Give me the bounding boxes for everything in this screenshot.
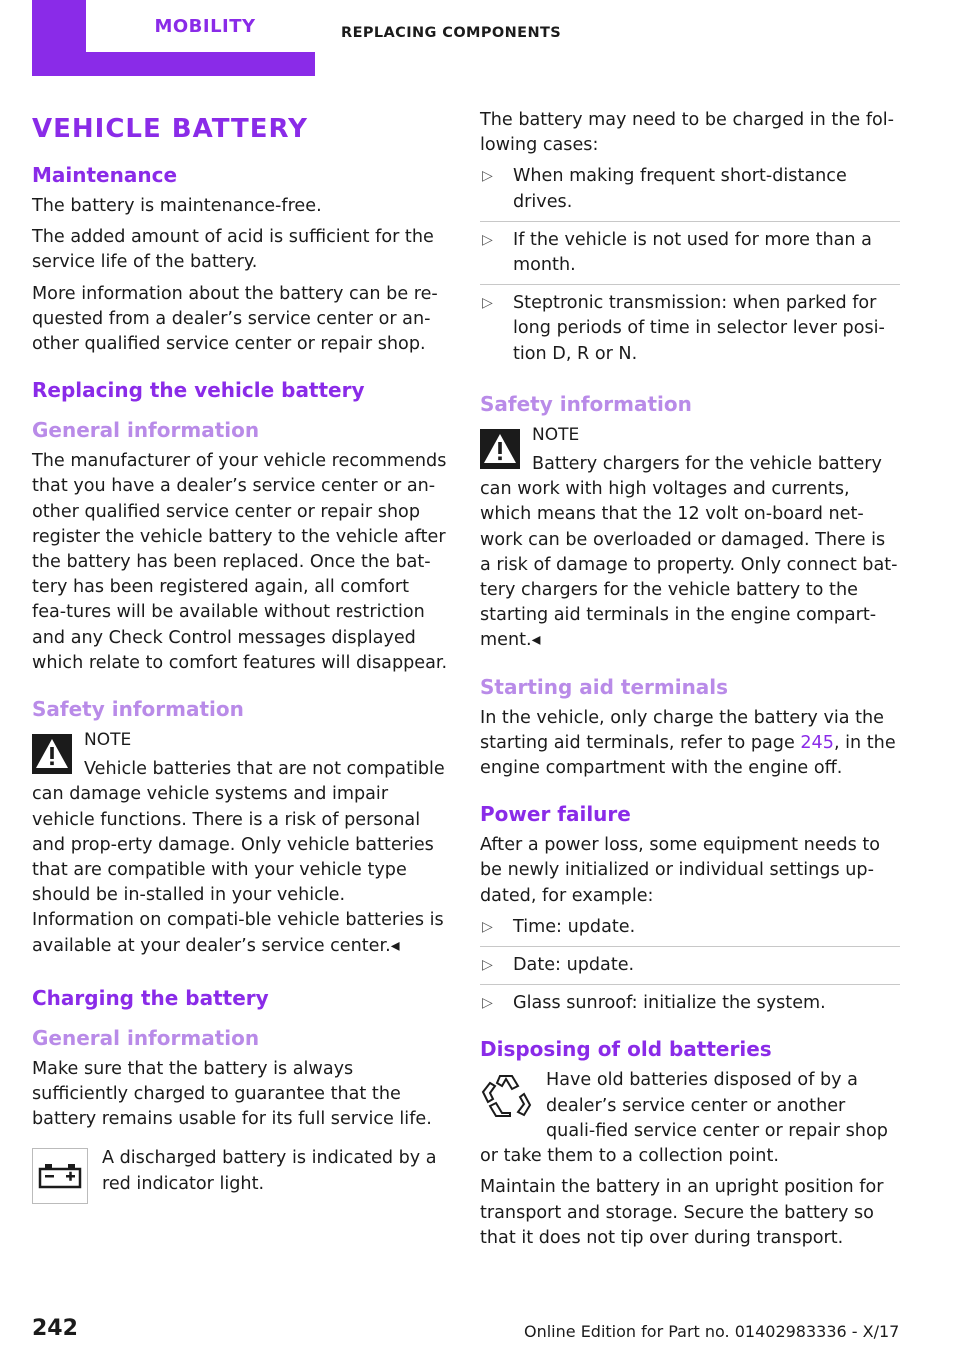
page-number: 242: [32, 1316, 78, 1341]
header-breadcrumb: REPLACING COMPONENTS: [341, 25, 562, 41]
list-item: ▷ When making frequent short-distance drives.: [480, 164, 900, 221]
note-title: NOTE: [84, 730, 132, 751]
warning-icon: [480, 429, 520, 469]
recycle-icon: [480, 1070, 532, 1122]
replacing-heading: Replacing the vehicle battery: [32, 378, 365, 403]
maintenance-text-3: More information about the battery can be re-quested from a dealer’s service center or an-other qualified service center or repair shop.: [32, 283, 438, 355]
charging-heading: Charging the battery: [32, 985, 269, 1010]
maintenance-text-1: The battery is maintenance-free.: [32, 196, 322, 216]
triangle-bullet-icon: ▷: [482, 231, 493, 248]
charging-general-text: Make sure that the battery is always sufficiently charged to guarantee that the battery remains usable for its full service life.: [32, 1058, 432, 1130]
triangle-bullet-icon: ▷: [482, 957, 493, 974]
disposing-text-2: Maintain the battery in an upright position for transport and storage. Secure the battery so that it does not tip over during transport.: [480, 1177, 884, 1248]
header-tab-background: [32, 0, 315, 76]
list-item: ▷ Date: update.: [480, 953, 900, 985]
disposing-heading: Disposing of old batteries: [480, 1037, 772, 1062]
starting-aid-heading: Starting aid terminals: [480, 674, 729, 699]
warning-icon: [32, 734, 72, 774]
replacing-safety-heading: Safety information: [32, 697, 244, 722]
battery-indicator-icon-frame: [32, 1148, 88, 1204]
replacing-note: [32, 728, 448, 959]
triangle-bullet-icon: ▷: [482, 918, 493, 935]
battery-icon: [37, 1161, 83, 1191]
page-title: VEHICLE BATTERY: [32, 114, 308, 144]
note-text: Vehicle batteries that are not compatible can damage vehicle systems and impair vehicle functions. There is a risk of personal and prop-erty damage. Only vehicle batteries that are compatible with your vehicle type should be in-stalled in your vehicle. Information on compati-ble vehicle batteries is available at your dealer’s service center.◂: [32, 759, 445, 956]
starting-aid-text: In the vehicle, only charge the battery via the starting aid terminals, refer to page 245, in the engine compartment with the engine off.: [480, 707, 896, 779]
charge-cases-list: [480, 164, 900, 372]
charging-general-heading: General information: [32, 1025, 260, 1050]
power-failure-text: After a power loss, some equipment needs to be newly initialized or individual settings up-dated, for example:: [480, 835, 881, 906]
charging-note: [480, 423, 900, 654]
charging-safety-heading: Safety information: [480, 391, 692, 416]
disposing-text-1: Have old batteries disposed of by a dealer’s service center or another quali-fied service center or repair shop or take them to a collection point.: [480, 1070, 888, 1167]
power-failure-list: [480, 915, 900, 1023]
power-failure-heading: Power failure: [480, 802, 631, 827]
list-item: ▷ If the vehicle is not used for more than a month.: [480, 228, 900, 285]
charge-cases-intro: The battery may need to be charged in the fol-lowing cases:: [480, 110, 895, 156]
maintenance-heading: Maintenance: [32, 163, 178, 187]
left-column: [32, 108, 448, 1204]
disposing-row: [480, 1068, 900, 1169]
list-item: ▷ Glass sunroof: initialize the system.: [480, 991, 900, 1022]
battery-indicator-row: [32, 1146, 448, 1204]
maintenance-text-2: The added amount of acid is sufficient for the service life of the battery.: [32, 227, 434, 273]
replacing-general-heading: General information: [32, 418, 260, 443]
note-title: NOTE: [532, 424, 580, 445]
edition-footer: Online Edition for Part no. 01402983336 - X/17: [524, 1322, 900, 1341]
right-column: [480, 108, 900, 1257]
header-section-tab: MOBILITY: [86, 0, 324, 52]
triangle-bullet-icon: ▷: [482, 168, 493, 185]
list-item: ▷ Steptronic transmission: when parked for long periods of time in selector lever posi-tion D, R or N.: [482, 293, 885, 364]
replacing-general-text: The manufacturer of your vehicle recommends that you have a dealer’s service center or an-other qualified service center or repair shop register the vehicle battery to the vehicle after the battery has been replaced. Once the bat-tery has been registered again, all comfort fea-tures will be available without restriction and any Check Control messages displayed which relate to comfort features will disappear.: [32, 451, 448, 673]
triangle-bullet-icon: ▷: [482, 995, 493, 1012]
list-item: ▷ Time: update.: [480, 915, 900, 947]
triangle-bullet-icon: ▷: [482, 295, 493, 312]
battery-indicator-text: A discharged battery is indicated by a red indicator light.: [102, 1148, 437, 1194]
page-link[interactable]: 245: [800, 732, 834, 753]
note-text: Battery chargers for the vehicle battery can work with high voltages and currents, which means that the 12 volt on-board net-work can be overloaded or damaged. There is a risk of damage to property. Only connect bat-tery chargers for the vehicle battery to the starting aid terminals in the engine compart-ment.◂: [480, 454, 898, 651]
